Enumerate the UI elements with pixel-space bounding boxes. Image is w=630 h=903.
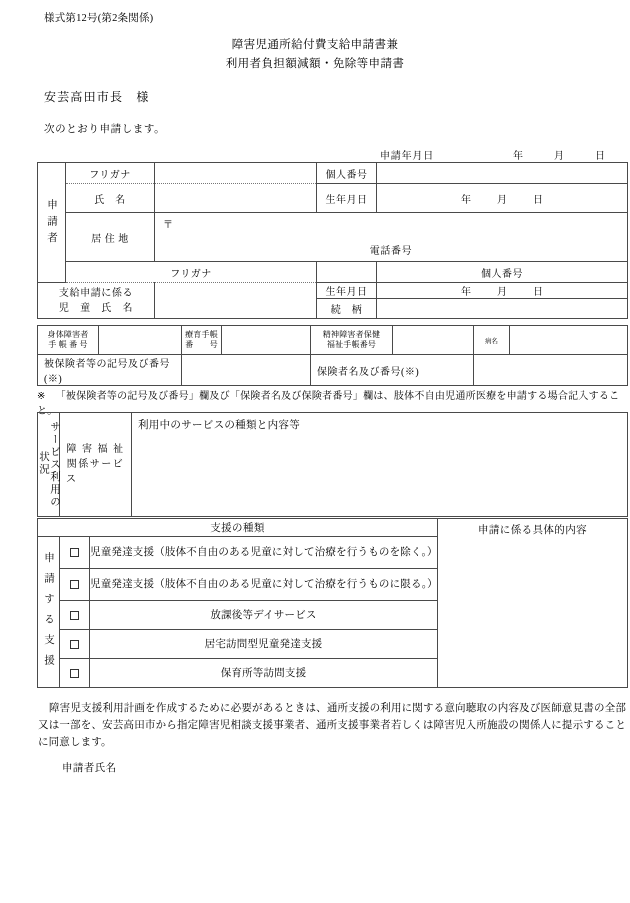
support-detail-cell[interactable]	[438, 519, 628, 688]
application-date-label: 申請年月日	[380, 151, 434, 162]
intro-sentence: 次のとおり申請します。	[44, 124, 166, 135]
mental-label-line2: 福祉手帳番号	[326, 340, 377, 349]
mental-label-line1: 精神障害者保健	[322, 330, 381, 339]
certificate-numbers-table	[37, 325, 628, 386]
physical-certificate-value[interactable]	[99, 326, 182, 355]
birthdate-day: 日	[533, 194, 543, 206]
support-item-label-4: 居宅訪問型児童発達支援	[90, 630, 438, 659]
applicant-birthdate-label: 生年月日	[317, 184, 377, 213]
support-item-label-1: 児童発達支援（肢体不自由のある児童に対して治療を行うものを除く。）	[90, 537, 438, 569]
mental-certificate-value[interactable]	[393, 326, 474, 355]
insurer-label: 保険者名及び番号(※)	[311, 355, 474, 386]
applicant-name-row	[38, 184, 628, 213]
note-text: 「被保険者等の記号及び番号」欄及び「保険者名及び保険者番号」欄は、肢体不自由児通所医療を申請する場合記入すること。	[37, 391, 620, 417]
child-furigana-label: フリガナ	[66, 262, 317, 283]
applicant-name-value[interactable]	[155, 184, 317, 213]
applicant-residence-row	[38, 213, 628, 262]
applicant-furigana-label: フリガナ	[66, 163, 155, 184]
welfare-service-category-label	[60, 413, 132, 517]
support-checkbox-cell-3[interactable]	[60, 601, 90, 630]
child-relation-label: 続 柄	[317, 299, 377, 319]
category-line3: ス	[66, 474, 78, 485]
addressee: 安芸高田市長 様	[44, 90, 150, 104]
applicant-vertical-label: 申請者	[46, 199, 57, 249]
checkbox-icon[interactable]	[70, 640, 79, 649]
child-birthdate-ymd	[377, 283, 627, 298]
child-name-row	[38, 283, 628, 299]
title-line-2: 利用者負担額減額・免除等申請書	[225, 58, 405, 70]
form-number: 様式第12号(第2条関係)	[44, 13, 154, 24]
applicant-information-table	[37, 162, 628, 319]
application-date-line	[380, 147, 630, 161]
birthdate-day: 日	[533, 287, 543, 298]
applicant-birthdate-ymd	[377, 191, 627, 206]
certificate-row	[38, 326, 628, 355]
child-mynumber-label: 個人番号	[377, 262, 628, 283]
child-name-value[interactable]	[155, 283, 317, 319]
application-date-day: 日	[595, 151, 605, 162]
applicant-furigana-row	[38, 163, 628, 184]
birthdate-month: 月	[497, 194, 507, 206]
phone-label: 電話番号	[369, 246, 413, 257]
support-header-row	[38, 519, 628, 537]
checkbox-icon[interactable]	[70, 580, 79, 589]
birthdate-year: 年	[461, 194, 471, 206]
ryoiku-label-line1: 療育手帳	[185, 330, 218, 339]
service-status-vertical-label: サービス利用の状況	[38, 420, 61, 509]
applicant-mynumber-boxes[interactable]	[377, 163, 628, 184]
applicant-name-label: 氏 名	[66, 184, 155, 213]
service-content-cell[interactable]	[132, 413, 628, 517]
support-vertical-label-cell	[38, 537, 60, 688]
support-checkbox-cell-4[interactable]	[60, 630, 90, 659]
mental-certificate-label	[311, 326, 393, 355]
support-detail-header: 申請に係る具体的内容	[478, 525, 587, 536]
ryoiku-label-line2: 番 号	[185, 340, 218, 349]
support-checkbox-cell-5[interactable]	[60, 659, 90, 688]
birthdate-year: 年	[461, 287, 471, 298]
child-relation-value[interactable]	[377, 299, 628, 319]
support-item-label-3: 放課後等デイサービス	[90, 601, 438, 630]
consent-paragraph: 障害児支援利用計画を作成するために必要があるときは、通所支援の利用に関する意向聴取の内容及び医師意見書の全部又は一部を、安芸高田市から指定障害児相談支援事業者、通所支援事業者若しくは障害児入所施設の関係人に提示することに同意します。	[38, 703, 626, 748]
applicant-signature-label: 申請者氏名	[62, 763, 117, 774]
physical-label-line2: 手 帳 番 号	[48, 340, 88, 349]
physical-certificate-label	[38, 326, 99, 355]
ryoiku-certificate-label	[182, 326, 222, 355]
applicant-residence-value[interactable]	[155, 213, 628, 262]
insured-symbol-label: 被保険者等の記号及び番号(※)	[38, 355, 182, 386]
applicant-furigana-value[interactable]	[155, 163, 317, 184]
note-mark: ※	[37, 391, 46, 402]
ryoiku-certificate-value[interactable]	[222, 326, 311, 355]
category-line2: 関係サービ	[66, 459, 125, 470]
service-content-header: 利用中のサービスの種類と内容等	[138, 420, 300, 431]
child-name-label-line1: 支給申請に係る	[58, 287, 134, 299]
title-line-1: 障害児通所給付費支給申請書兼	[231, 39, 399, 51]
postal-code-icon: 〒	[163, 220, 173, 231]
applicant-birthdate-value[interactable]	[377, 184, 628, 213]
child-name-label-line2: 児 童 氏 名	[58, 302, 134, 314]
applicant-mynumber-label: 個人番号	[317, 163, 377, 184]
birthdate-month: 月	[497, 287, 507, 298]
insurance-row	[38, 355, 628, 386]
checkbox-icon[interactable]	[70, 611, 79, 620]
insured-symbol-value[interactable]	[182, 355, 311, 386]
support-checkbox-cell-1[interactable]	[60, 537, 90, 569]
support-type-header: 支援の種類	[38, 519, 438, 537]
requested-support-table	[37, 518, 628, 688]
checkbox-icon[interactable]	[70, 548, 79, 557]
disease-name-label: 病名	[474, 326, 510, 355]
application-date-month: 月	[554, 151, 564, 162]
support-item-label-2: 児童発達支援（肢体不自由のある児童に対して治療を行うものに限る。）	[90, 569, 438, 601]
support-vertical-label: 申請する支援	[43, 552, 54, 675]
applicant-vertical-label-cell	[38, 163, 66, 283]
applicant-residence-label: 居 住 地	[66, 213, 155, 262]
child-name-label-cell	[38, 283, 155, 319]
support-checkbox-cell-2[interactable]	[60, 569, 90, 601]
document-title	[0, 36, 630, 74]
category-line1: 障 害 福 祉	[66, 444, 125, 455]
consent-paragraph-block	[38, 700, 626, 751]
child-birthdate-label: 生年月日	[317, 283, 377, 299]
service-usage-row	[38, 413, 628, 517]
physical-label-line1: 身体障害者	[47, 330, 89, 339]
support-item-label-5: 保育所等訪問支援	[90, 659, 438, 688]
service-usage-table	[37, 412, 628, 517]
application-date-year: 年	[513, 151, 523, 162]
checkbox-icon[interactable]	[70, 669, 79, 678]
service-status-vertical-label-cell	[38, 413, 60, 517]
child-birthdate-value[interactable]	[377, 283, 628, 299]
insurer-value[interactable]	[474, 355, 628, 386]
disease-name-value[interactable]	[510, 326, 628, 355]
child-furigana-row	[38, 262, 628, 283]
child-furigana-value[interactable]	[317, 262, 377, 283]
